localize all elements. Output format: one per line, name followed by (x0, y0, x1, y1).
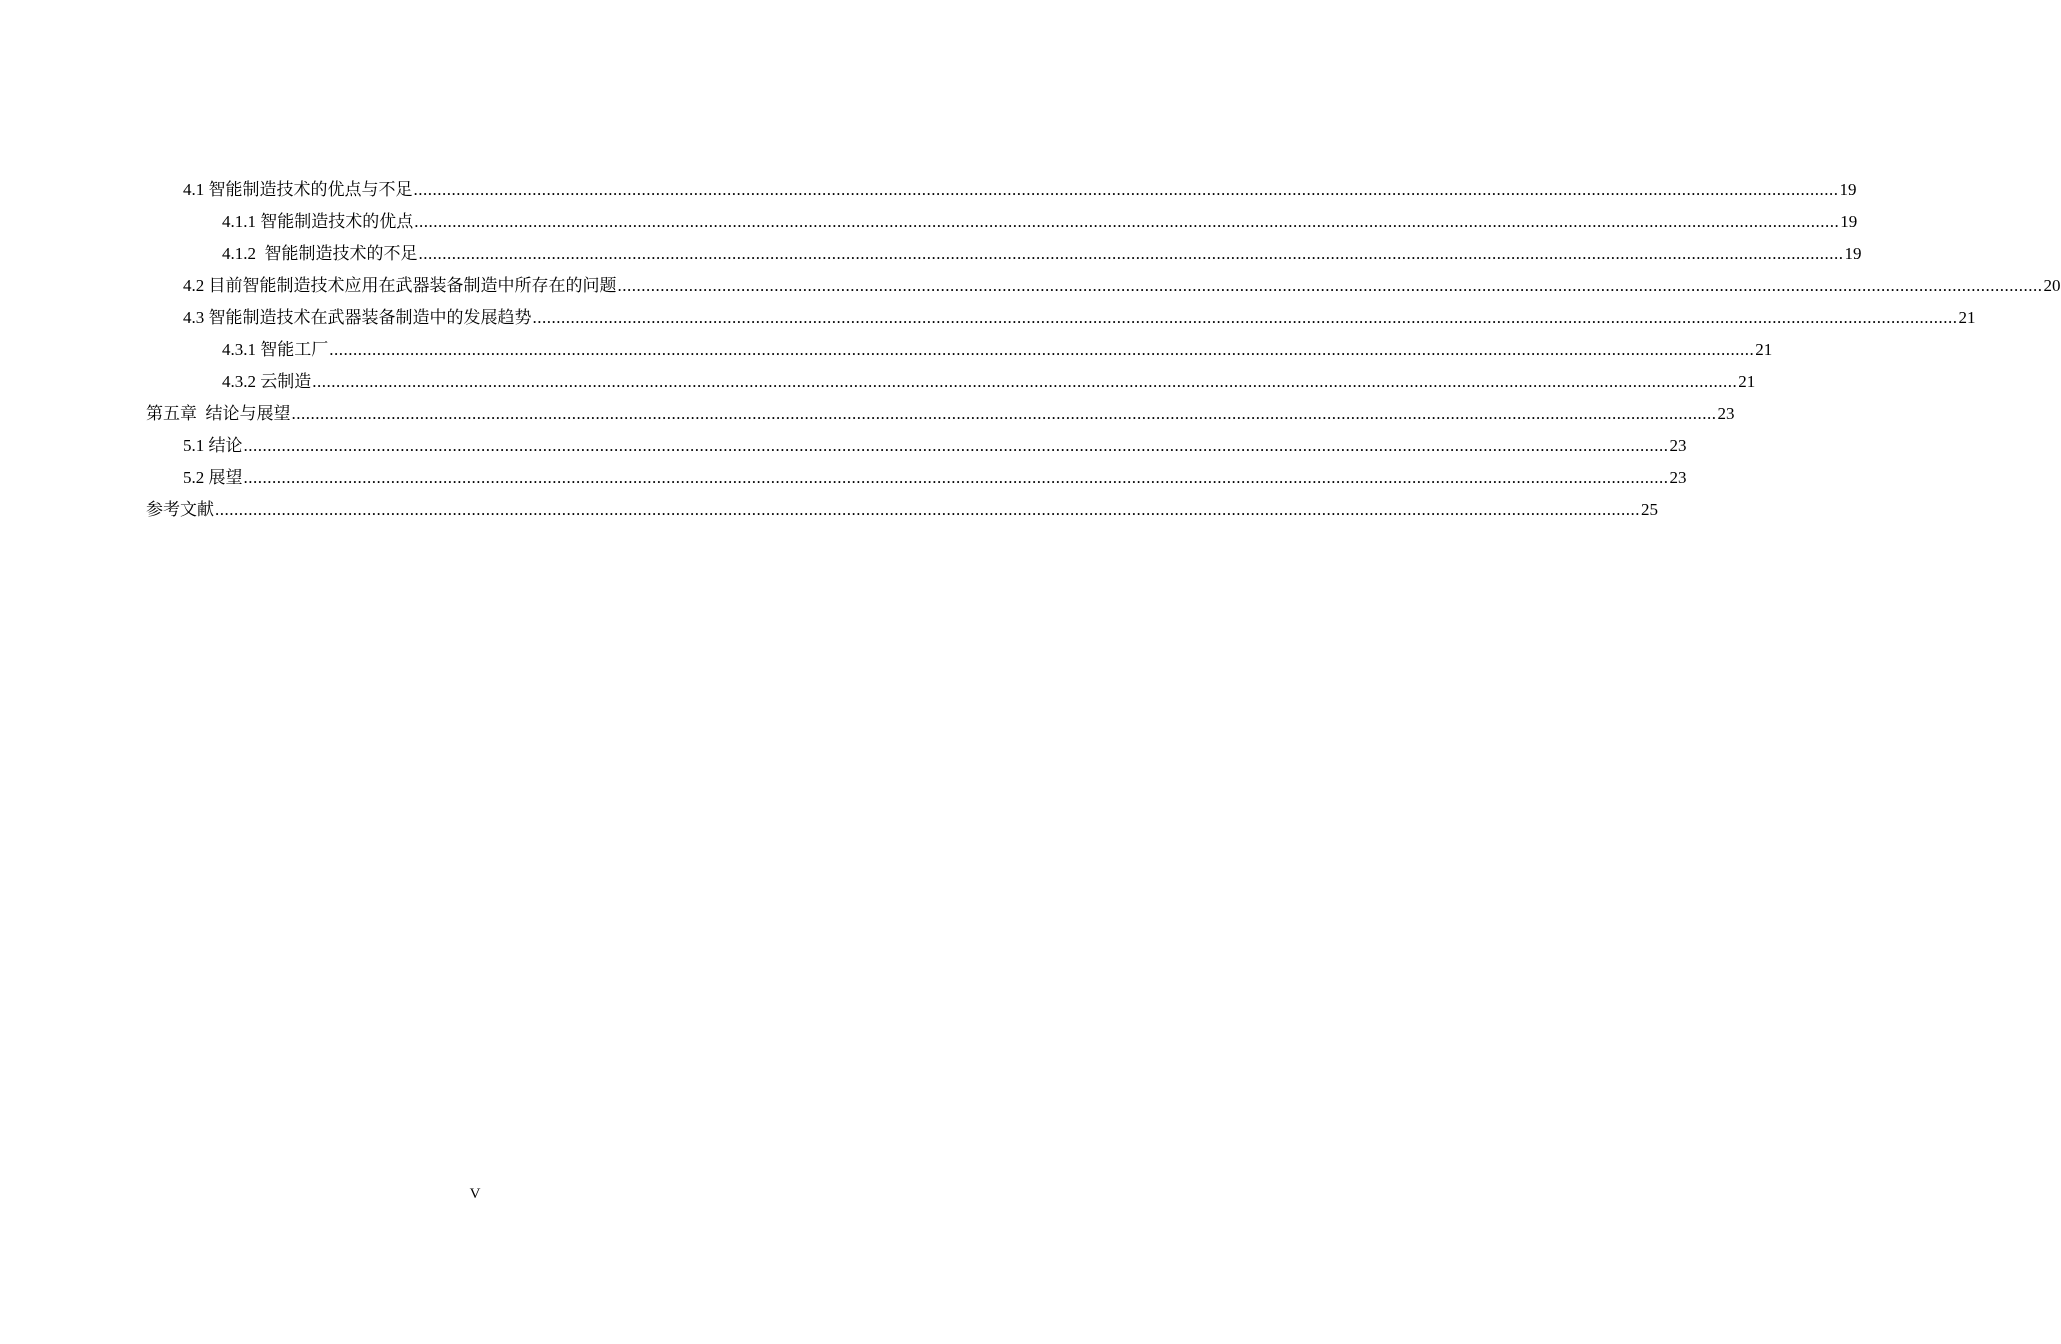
toc-entry-4-3-2[interactable] (146, 366, 1756, 398)
toc-entry-title: 5.2 展望 (183, 468, 243, 487)
toc-entry-5-2[interactable] (146, 462, 1687, 494)
toc-entry-4-1[interactable] (146, 174, 1857, 206)
toc-entry-page: 25 (1641, 500, 1658, 519)
toc-dot-leader: ............................................................................................................................................................................................................................................................................................................ (329, 340, 1755, 359)
toc-entry-4-1-1[interactable] (146, 206, 1858, 238)
toc-entry-title: 参考文献 (146, 500, 214, 519)
toc-dot-leader: ............................................................................................................................................................................................................................................................................................................ (418, 244, 1844, 263)
toc-entry-page: 21 (1958, 308, 1976, 327)
table-of-contents (146, 174, 2061, 526)
toc-entry-page: 23 (1669, 468, 1687, 487)
toc-entry-4-3[interactable] (146, 302, 1976, 334)
toc-entry-page: 23 (1669, 436, 1687, 455)
toc-entry-4-2[interactable] (146, 270, 2061, 302)
toc-dot-leader: ............................................................................................................................................................................................................................................................................................................ (243, 436, 1669, 455)
toc-entry-page: 23 (1717, 404, 1735, 423)
toc-dot-leader: ............................................................................................................................................................................................................................................................................................................ (532, 308, 1958, 327)
toc-dot-leader: ............................................................................................................................................................................................................................................................................................................ (215, 500, 1640, 519)
toc-dot-leader: ............................................................................................................................................................................................................................................................................................................ (414, 212, 1840, 231)
toc-entry-title: 4.2 目前智能制造技术应用在武器装备制造中所存在的问题 (183, 276, 617, 295)
toc-entry-chapter-5[interactable] (146, 398, 1735, 430)
toc-entry-page: 19 (1839, 180, 1857, 199)
toc-entry-page: 20 (2043, 276, 2061, 295)
toc-dot-leader: ............................................................................................................................................................................................................................................................................................................ (617, 276, 2043, 295)
toc-entry-4-3-1[interactable] (146, 334, 1773, 366)
toc-dot-leader: ............................................................................................................................................................................................................................................................................................................ (312, 372, 1738, 391)
toc-entry-title: 4.3 智能制造技术在武器装备制造中的发展趋势 (183, 308, 532, 327)
toc-entry-page: 19 (1840, 212, 1858, 231)
toc-entry-title: 4.1.2 智能制造技术的不足 (222, 244, 418, 263)
toc-entry-page: 21 (1755, 340, 1773, 359)
toc-entry-4-1-2[interactable] (146, 238, 1862, 270)
toc-entry-title: 4.1 智能制造技术的优点与不足 (183, 180, 413, 199)
toc-entry-5-1[interactable] (146, 430, 1687, 462)
toc-dot-leader: ............................................................................................................................................................................................................................................................................................................ (243, 468, 1669, 487)
toc-entry-title: 4.1.1 智能制造技术的优点 (222, 212, 414, 231)
toc-dot-leader: ............................................................................................................................................................................................................................................................................................................ (413, 180, 1839, 199)
toc-entry-page: 21 (1738, 372, 1756, 391)
toc-entry-references[interactable] (146, 494, 1658, 526)
toc-entry-title: 第五章 结论与展望 (146, 404, 291, 423)
page-number: V (469, 1186, 481, 1202)
toc-entry-page: 19 (1844, 244, 1862, 263)
toc-entry-title: 4.3.2 云制造 (222, 372, 312, 391)
toc-entry-title: 4.3.1 智能工厂 (222, 340, 329, 359)
toc-entry-title: 5.1 结论 (183, 436, 243, 455)
toc-dot-leader: ............................................................................................................................................................................................................................................................................................................ (291, 404, 1717, 423)
